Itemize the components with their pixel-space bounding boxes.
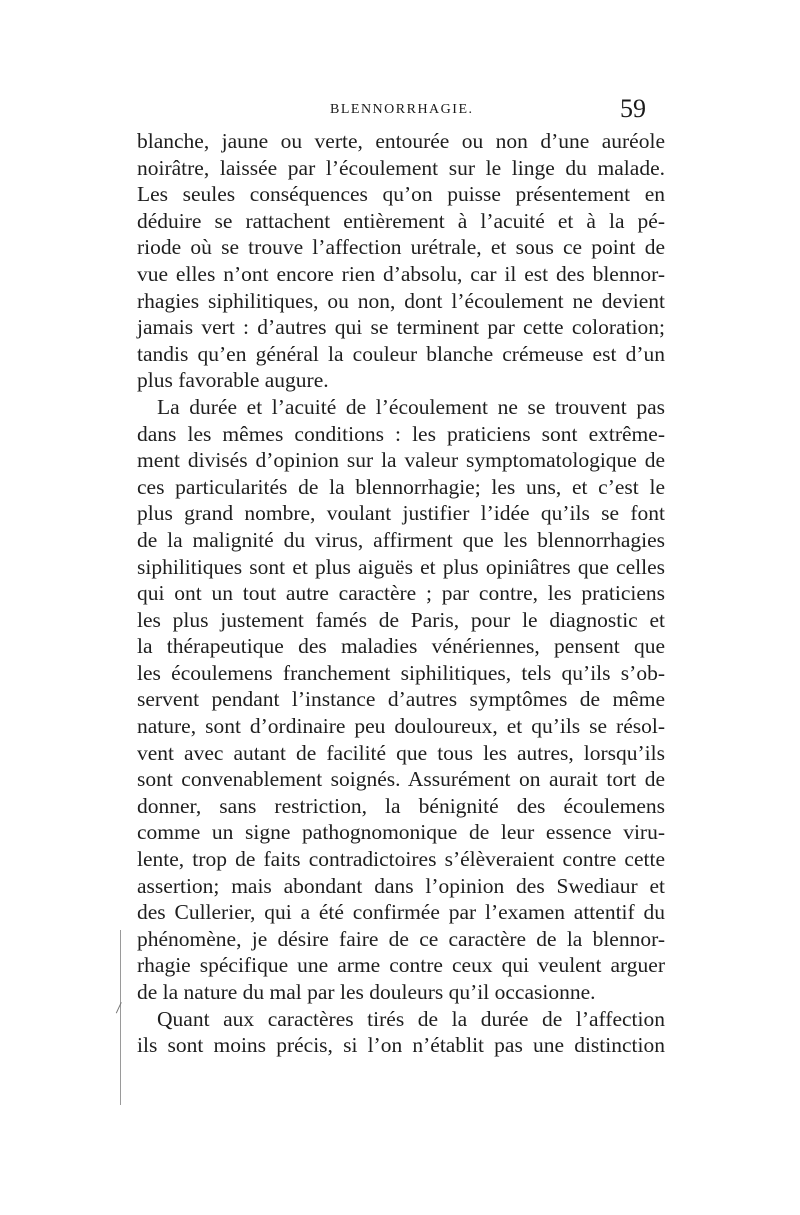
text-line: qui ont un tout autre caractère ; par contre, les praticiens: [137, 581, 665, 606]
text-line: plus grand nombre, voulant justifier l’idée qu’ils se font: [137, 501, 665, 526]
margin-mark: [120, 930, 121, 1105]
text-line: rhagie spécifique une arme contre ceux qui veulent arguer: [137, 953, 665, 978]
text-line: jamais vert : d’autres qui se terminent par cette coloration;: [137, 315, 665, 340]
paragraph-start-line: La durée et l’acuité de l’écoulement ne se trouvent pas: [157, 394, 665, 419]
text-line: vue elles n’ont encore rien d’absolu, car il est des blennor-: [137, 261, 665, 286]
text-line: dans les mêmes conditions : les praticiens sont extrême-: [137, 421, 665, 446]
text-line: la thérapeutique des maladies vénériennes, pensent que: [137, 634, 665, 659]
text-line: noirâtre, laissée par l’écoulement sur le linge du malade.: [137, 155, 665, 180]
text-line: Les seules conséquences qu’on puisse présentement en: [137, 182, 665, 207]
running-title: BLENNORRHAGIE.: [330, 102, 474, 117]
text-line: phénomène, je désire faire de ce caractère de la blennor-: [137, 926, 665, 951]
text-line: siphilitiques sont et plus aiguës et plus opiniâtres que celles: [137, 554, 665, 579]
text-line: assertion; mais abondant dans l’opinion des Swediaur et: [137, 873, 665, 898]
page-number: 59: [620, 94, 646, 123]
text-line: vent avec autant de facilité que tous les autres, lorsqu’ils: [137, 740, 665, 765]
body-text: [137, 128, 665, 1059]
text-line: rhagies siphilitiques, ou non, dont l’écoulement ne devient: [137, 288, 665, 313]
text-line: plus favorable augure.: [137, 368, 329, 393]
text-line: des Cullerier, qui a été confirmée par l’examen attentif du: [137, 900, 665, 925]
text-line: sont convenablement soignés. Assurément on aurait tort de: [137, 767, 665, 792]
text-line: ces particularités de la blennorrhagie; les uns, et c’est le: [137, 474, 665, 499]
text-line: comme un signe pathognomonique de leur essence viru-: [137, 820, 665, 845]
margin-tick-mark: [116, 1002, 127, 1016]
text-line: ils sont moins précis, si l’on n’établit pas une distinction: [137, 1033, 665, 1058]
text-line: de la nature du mal par les douleurs qu’il occasionne.: [137, 980, 596, 1004]
text-line: tandis qu’en général la couleur blanche crémeuse est d’un: [137, 341, 665, 366]
text-line: de la malignité du virus, affirment que les blennorrhagies: [137, 527, 665, 552]
text-line: lente, trop de faits contradictoires s’élèveraient contre cette: [137, 847, 665, 872]
text-line: les plus justement famés de Paris, pour le diagnostic et: [137, 607, 665, 632]
text-line: riode où se trouve l’affection urétrale, et sous ce point de: [137, 235, 665, 260]
text-line: donner, sans restriction, la bénignité des écoulemens: [137, 793, 665, 818]
text-line: blanche, jaune ou verte, entourée ou non d’une auréole: [137, 129, 665, 153]
text-line: ment divisés d’opinion sur la valeur symptomatologique de: [137, 448, 665, 473]
text-line: déduire se rattachent entièrement à l’acuité et à la pé-: [137, 208, 665, 233]
text-line: servent pendant l’instance d’autres symptômes de même: [137, 687, 665, 712]
text-line: nature, sont d’ordinaire peu douloureux, et qu’ils se résol-: [137, 714, 665, 739]
text-line: les écoulemens franchement siphilitiques, tels qu’ils s’ob-: [137, 660, 665, 685]
paragraph-start-line: Quant aux caractères tirés de la durée de l’affection: [157, 1006, 665, 1031]
